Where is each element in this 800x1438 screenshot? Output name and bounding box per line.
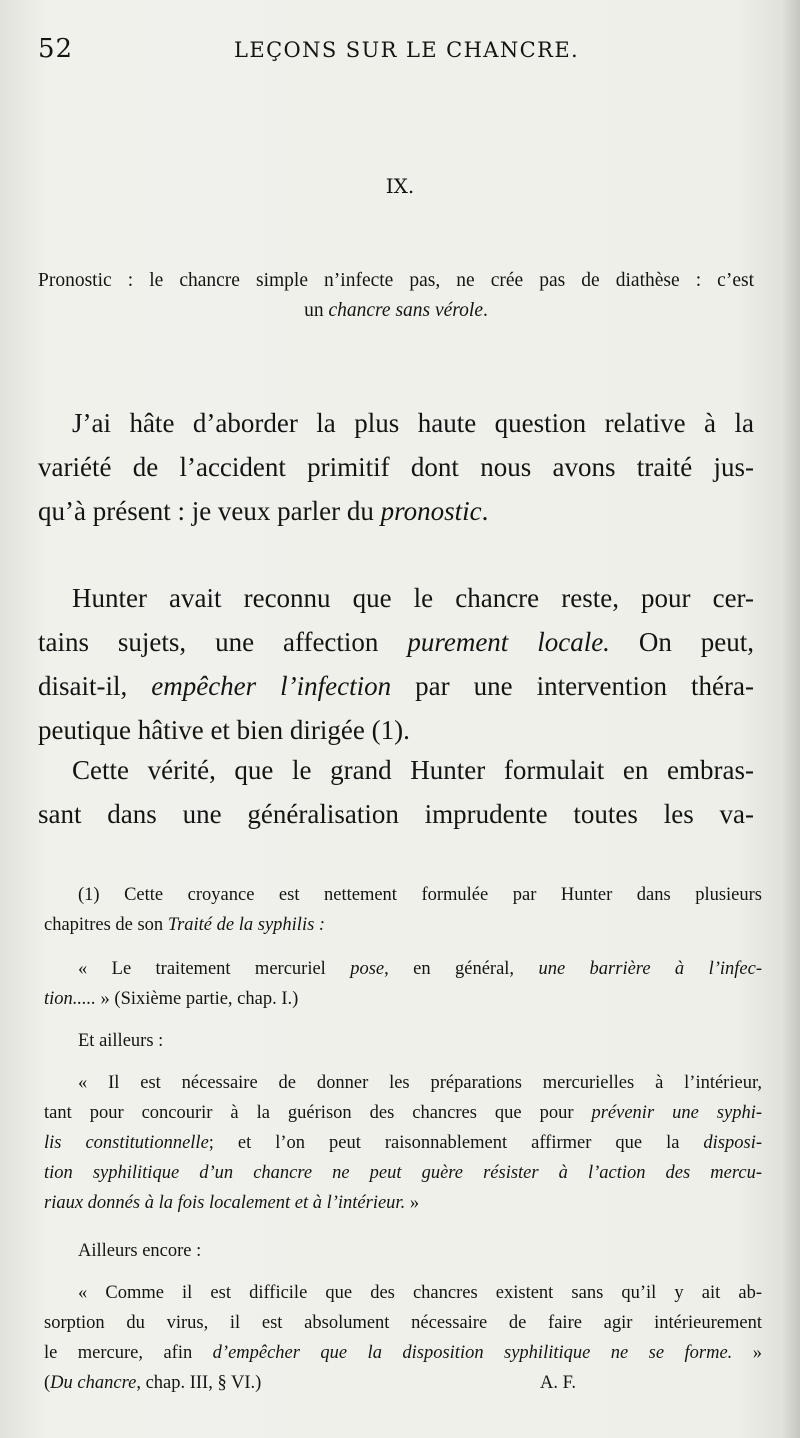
footnote-line: Ailleurs encore : [78, 1241, 202, 1261]
paragraph-2-line: Hunter avait reconnu que le chancre reste, pour cer- [72, 583, 754, 613]
footnote-line: chapitres de son Traité de la syphilis : [44, 915, 326, 935]
footnote-line: Et ailleurs : [78, 1031, 164, 1051]
footnote-ailleurs-encore [44, 1236, 762, 1266]
footnote-line: « Il est nécessaire de donner les préparations mercurielles à l’intérieur, [78, 1073, 762, 1093]
summary-line-1: Pronostic : le chancre simple n’infecte pas, ne crée pas de diathèse : c’est [38, 270, 754, 291]
paragraph-2-line: tains sujets, une affection purement locale. On peut, [38, 627, 754, 657]
paragraph-1 [38, 401, 754, 533]
footnote-quote-3 [44, 1278, 762, 1398]
section-summary [38, 266, 754, 326]
footnote-signature: A. F. [539, 1373, 576, 1393]
paragraph-1-line: qu’à présent : je veux parler du pronostic. [38, 496, 489, 526]
footnote-quote-1 [44, 954, 762, 1014]
paragraph-1-line: J’ai hâte d’aborder la plus haute question relative à la [72, 408, 754, 438]
footnote-line: lis constitutionnelle; et l’on peut raisonnablement affirmer que la disposi- [44, 1133, 762, 1153]
page-header [38, 34, 750, 70]
footnote-line: « Le traitement mercuriel pose, en général, une barrière à l’infec- [78, 959, 762, 979]
paragraph-2 [38, 576, 754, 752]
footnote-line: tant pour concourir à la guérison des chancres que pour prévenir une syphi- [44, 1103, 762, 1123]
footnote-intro [44, 880, 762, 940]
page-edge-shadow [782, 0, 800, 1438]
footnote-line: (1) Cette croyance est nettement formulée par Hunter dans plusieurs [78, 885, 762, 905]
footnote-line: tion syphilitique d’un chancre ne peut guère résister à l’action des mercu- [44, 1163, 762, 1183]
paragraph-2-line: peutique hâtive et bien dirigée (1). [38, 715, 410, 745]
footnote-line: (Du chancre, chap. III, § VI.) A. F. [44, 1368, 762, 1398]
footnote-line: sorption du virus, il est absolument nécessaire de faire agir intérieurement [44, 1313, 762, 1333]
footnote-line: « Comme il est difficile que des chancres existent sans qu’il y ait ab- [78, 1283, 762, 1303]
footnote-quote-2 [44, 1068, 762, 1218]
footnote-line: tion..... » (Sixième partie, chap. I.) [44, 989, 299, 1009]
paragraph-3-line: Cette vérité, que le grand Hunter formulait en embras- [72, 755, 754, 785]
page-number: 52 [38, 34, 74, 64]
paragraph-3-line: sant dans une généralisation imprudente toutes les va- [38, 799, 754, 829]
footnote-line: riaux donnés à la fois localement et à l’intérieur. » [44, 1193, 420, 1213]
running-title: LEÇONS SUR LE CHANCRE. [234, 38, 580, 62]
paragraph-3 [38, 748, 754, 836]
footnote-et-ailleurs [44, 1026, 762, 1056]
paragraph-2-line: disait-il, empêcher l’infection par une intervention théra- [38, 671, 754, 701]
section-number: IX. [385, 174, 415, 198]
paragraph-1-line: variété de l’accident primitif dont nous avons traité jus- [38, 452, 754, 482]
summary-line-2: un chancre sans vérole. [304, 300, 488, 321]
footnote-line: le mercure, afin d’empêcher que la disposition syphilitique ne se forme. » [44, 1343, 762, 1363]
